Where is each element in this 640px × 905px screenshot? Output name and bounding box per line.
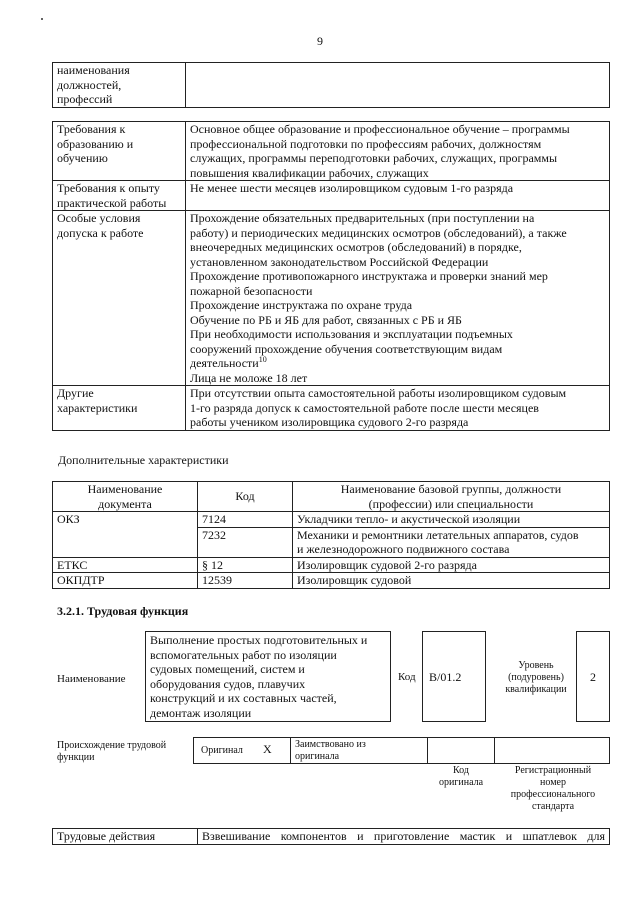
value-line: Основное общее образование и профессиональное обучение – программы [190,122,570,136]
label-line: Требования к опыту [57,181,160,195]
label-line: образованию и [57,136,134,151]
special-conditions-value [186,211,610,386]
value-line: Лица не моложе 18 лет [190,370,308,385]
header-line: (профессии) или специальности [368,496,534,511]
label-line: допуска к работе [57,225,144,240]
value-line: служащих, программы переподготовки рабочих, служащих, программы [190,151,558,165]
experience-value [186,181,610,211]
education-value [186,122,610,181]
name-line: демонтаж изоляции [150,705,252,720]
education-label [53,122,186,181]
additional-table [52,481,610,589]
value-line: Не менее шести месяцев изолировщиком судовым 1-го разряда [190,181,514,195]
top-value-cell [186,63,610,108]
function-name-label: Наименование [57,673,126,685]
name-cell [293,573,610,589]
value-line: работу) и периодических медицинских осмотров (обследований), а также [190,225,567,240]
code-label: Код [398,671,416,683]
doc-cell: ОКПДТР [53,573,198,589]
name-line: судовых помещений, систем и [150,662,305,676]
level-label-line: (подуровень) [508,672,564,683]
reg-number-line: стандарта [531,801,575,812]
value-line: повышения квалификации рабочих, служащих [190,165,429,180]
code-cell: 7232 [198,527,293,557]
labor-actions-table [52,828,610,845]
origin-row [193,737,610,764]
borrowed-line: оригинала [295,751,340,762]
name-line: оборудования судов, плавучих [150,676,306,691]
code-original-line: оригинала [438,777,484,788]
experience-label [53,181,186,211]
code-cell: § 12 [198,557,293,573]
name-line: Изолировщик судовой 2-го разряда [297,557,477,572]
value-line: профессиональной подготовки по профессиям рабочих, должностям [190,136,542,151]
label-line: Требования к [57,122,126,136]
origin-divider [290,737,291,764]
origin-label-line: Происхождение трудовой [57,740,167,751]
origin-divider [494,737,495,764]
name-line: вспомогательных работ по изоляции [150,647,337,662]
doc-cell: ОКЗ [53,512,198,558]
other-value [186,386,610,431]
footnote-marker: 10 [258,355,267,364]
name-line: Выполнение простых подготовительных и [150,633,368,647]
value-text: деятельности [190,356,259,370]
requirements-table [52,121,610,431]
name-line: Механики и ремонтники летательных аппаратов, судов [297,527,579,542]
actions-value: Взвешивание компонентов и приготовление мастик и шпатлевок для [198,829,610,845]
origin-label-line: функции [57,752,95,763]
top-continuation-table [52,62,610,108]
header-line: Наименование [87,482,163,496]
top-label-line: профессий [57,92,113,106]
level-label [496,660,576,696]
origin-divider [427,737,428,764]
other-label [53,386,186,431]
name-line: конструкций и их составных частей, [150,691,337,705]
value-line: внеочередных медицинских осмотров (обследований) в порядке, [190,240,522,254]
label-line: Особые условия [57,211,141,225]
level-label-line: Уровень [518,660,554,671]
value-line: 1-го разряда допуск к самостоятельной работе после шести месяцев [190,400,539,415]
name-cell [293,512,610,528]
reg-number-label [496,765,610,813]
header-code: Код [198,482,293,512]
value-line: Прохождение противопожарного инструктажа и проверки знаний мер [190,269,548,283]
special-conditions-label [53,211,186,386]
origin-label [57,740,166,764]
label-line: обучению [57,151,108,165]
reg-number-line: Регистрационный [514,765,592,776]
value-line: установленном законодательством Российской Федерации [190,254,489,269]
level-value-box: 2 [576,631,610,722]
function-name-box [145,631,391,722]
header-document [53,482,198,512]
reg-number-line: номер [540,777,566,788]
value-line: работы учеником изолировщика судового 2-го разряда [190,415,469,429]
value-line: Прохождение обязательных предварительных (при поступлении на [190,211,535,225]
name-line: Изолировщик судовой [297,573,412,587]
doc-cell: ЕТКС [53,557,198,573]
borrowed-line: Заимствовано из [295,739,366,750]
table-row [53,557,610,573]
table-row [53,512,610,528]
header-group [293,482,610,512]
code-original-line: Код [453,765,469,776]
name-line: Укладчики тепло- и акустической изоляции [297,512,521,526]
original-label: Оригинал [201,745,243,756]
label-line: Другие [57,386,94,400]
table-row [53,573,610,589]
value-line: При отсутствии опыта самостоятельной работы изолировщиком судовым [190,386,567,400]
code-cell: 7124 [198,512,293,528]
additional-title: Дополнительные характеристики [58,453,229,467]
code-original-label [428,765,494,789]
reg-number-line: профессионального [510,789,596,800]
code-cell: 12539 [198,573,293,589]
name-cell [293,557,610,573]
level-label-line: квалификации [505,684,567,695]
value-line: При необходимости использования и эксплуатации подъемных [190,327,513,341]
scan-dot [41,18,43,20]
header-line: Наименование базовой группы, должности [340,482,562,496]
function-title: 3.2.1. Трудовая функция [57,604,189,618]
page-number: 9 [317,34,323,48]
value-line: пожарной безопасности [190,283,313,298]
name-line: и железнодорожного подвижного состава [297,542,510,556]
value-line: Прохождение инструктажа по охране труда [190,298,413,312]
value-line [190,356,605,371]
label-line: практической работы [57,195,167,210]
header-line: документа [98,496,152,511]
top-label-line: должностей, [57,77,122,92]
label-line: характеристики [57,400,138,415]
top-label-cell [53,63,186,108]
name-cell [293,527,610,557]
value-line: Обучение по РБ и ЯБ для работ, связанных с РБ и ЯБ [190,312,462,327]
borrowed-label [295,739,366,763]
top-label-line: наименования [57,63,130,77]
value-line: сооружений прохождение обучения соответствующим видам [190,341,503,356]
original-mark: X [263,742,272,756]
code-value-box: В/01.2 [422,631,486,722]
actions-label: Трудовые действия [53,829,198,845]
